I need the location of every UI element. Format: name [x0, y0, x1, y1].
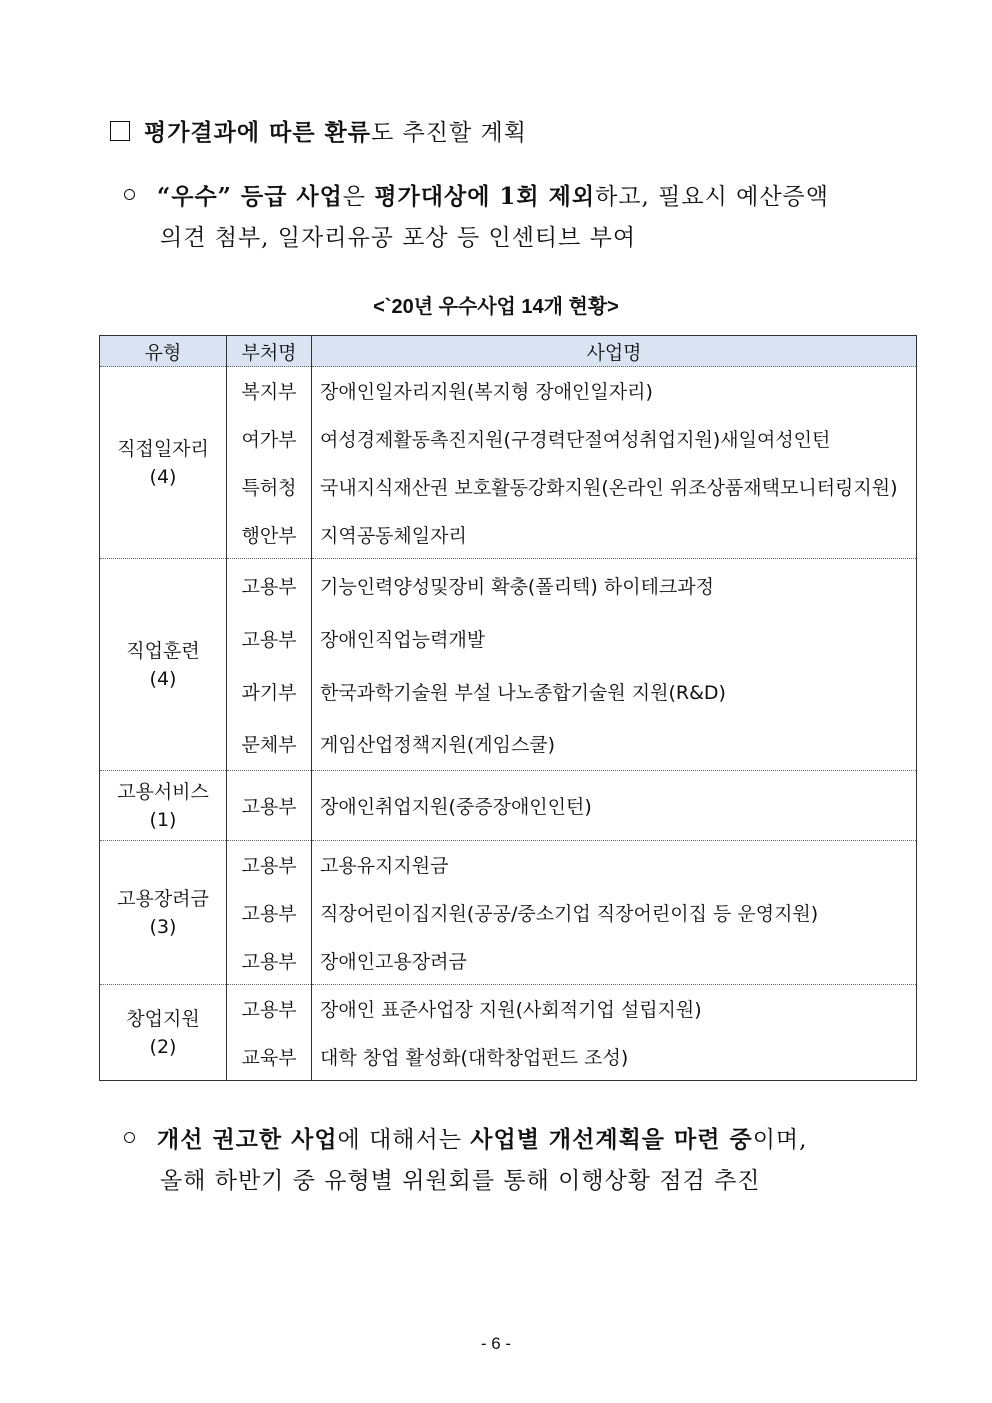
type-label: 고용장려금 — [117, 887, 209, 910]
agency-cell: 복지부 — [227, 367, 312, 415]
type-count: (1) — [149, 808, 177, 831]
bullet-2-part-2: 에 대해서는 — [337, 1127, 471, 1153]
agency-cell: 고용부 — [227, 889, 312, 937]
type-cell — [100, 771, 227, 841]
table-row — [100, 367, 917, 415]
program-name-cell: 한국과학기술원 부설 나노종합기술원 지원(R&D) — [312, 665, 917, 718]
bullet-1-line-2: 의견 첨부, 일자리유공 포상 등 인센티브 부여 — [160, 225, 637, 251]
table-row — [100, 985, 917, 1033]
agency-cell: 고용부 — [227, 612, 312, 665]
program-name-cell: 기능인력양성및장비 확충(폴리텍) 하이테크과정 — [312, 559, 917, 612]
type-cell — [100, 841, 227, 985]
type-count: (3) — [149, 915, 177, 938]
table-row — [100, 841, 917, 889]
program-name-cell: 고용유지지원금 — [312, 841, 917, 889]
table-row — [100, 559, 917, 612]
program-name-cell: 지역공동체일자리 — [312, 511, 917, 559]
agency-cell: 특허청 — [227, 463, 312, 511]
program-name-cell: 여성경제활동촉진지원(구경력단절여성취업지원)새일여성인턴 — [312, 415, 917, 463]
program-name-cell: 장애인고용장려금 — [312, 937, 917, 985]
table-row — [100, 771, 917, 841]
agency-cell: 고용부 — [227, 937, 312, 985]
type-count: (2) — [149, 1035, 177, 1058]
bullet-1-part-2: 은 — [342, 184, 375, 210]
bullet-circle-icon — [124, 1132, 135, 1143]
bullet-1-part-3: 평가대상에 1회 제외 — [374, 183, 596, 210]
agency-cell: 고용부 — [227, 559, 312, 612]
agency-cell: 고용부 — [227, 841, 312, 889]
type-label: 직접일자리 — [117, 437, 209, 460]
heading-rest-text: 도 추진할 계획 — [370, 120, 527, 146]
program-name-cell: 대학 창업 활성화(대학창업펀드 조성) — [312, 1033, 917, 1081]
agency-cell: 고용부 — [227, 771, 312, 841]
bullet-2-part-3: 사업별 개선계획을 마련 중 — [470, 1126, 753, 1153]
program-name-cell: 장애인일자리지원(복지형 장애인일자리) — [312, 367, 917, 415]
bullet-2-line-2: 올해 하반기 중 유형별 위원회를 통해 이행상황 점검 추진 — [160, 1168, 761, 1194]
type-cell — [100, 367, 227, 559]
bullet-2-line-1 — [124, 1121, 807, 1154]
agency-cell: 과기부 — [227, 665, 312, 718]
page-number: - 6 - — [480, 1334, 512, 1353]
type-label: 창업지원 — [126, 1007, 200, 1030]
agency-cell: 교육부 — [227, 1033, 312, 1081]
agency-cell: 문체부 — [227, 718, 312, 771]
agency-cell: 행안부 — [227, 511, 312, 559]
bullet-1-part-4: 하고, 필요시 예산증액 — [595, 184, 829, 210]
program-name-cell: 국내지식재산권 보호활동강화지원(온라인 위조상품재택모니터링지원) — [312, 463, 917, 511]
checkbox-square-icon — [110, 121, 130, 141]
header-agency: 부처명 — [227, 336, 312, 367]
table-header-row — [100, 336, 917, 367]
agency-cell: 여가부 — [227, 415, 312, 463]
type-label: 고용서비스 — [117, 780, 209, 803]
program-name-cell: 게임산업정책지원(게임스쿨) — [312, 718, 917, 771]
bullet-2-part-1: 개선 권고한 사업 — [157, 1126, 338, 1153]
bullet-circle-icon — [124, 189, 135, 200]
program-name-cell: 장애인취업지원(중증장애인인턴) — [312, 771, 917, 841]
bullet-1-line-1 — [124, 178, 829, 211]
section-heading — [110, 114, 527, 147]
header-type: 유형 — [100, 336, 227, 367]
type-label: 직업훈련 — [126, 639, 200, 662]
program-name-cell: 장애인 표준사업장 지원(사회적기업 설립지원) — [312, 985, 917, 1033]
bullet-2-part-4: 이며, — [752, 1127, 808, 1153]
type-cell — [100, 559, 227, 771]
table-title: <`20년 우수사업 14개 현황> — [373, 296, 619, 318]
agency-cell: 고용부 — [227, 985, 312, 1033]
program-name-cell: 장애인직업능력개발 — [312, 612, 917, 665]
excellent-programs-table — [99, 335, 917, 1081]
heading-bold-text: 평가결과에 따른 환류 — [144, 119, 371, 146]
bullet-1-part-1: “우수” 등급 사업 — [157, 183, 343, 210]
type-count: (4) — [149, 465, 177, 488]
type-cell — [100, 985, 227, 1081]
type-count: (4) — [149, 667, 177, 690]
header-program-name: 사업명 — [312, 336, 917, 367]
program-name-cell: 직장어린이집지원(공공/중소기업 직장어린이집 등 운영지원) — [312, 889, 917, 937]
